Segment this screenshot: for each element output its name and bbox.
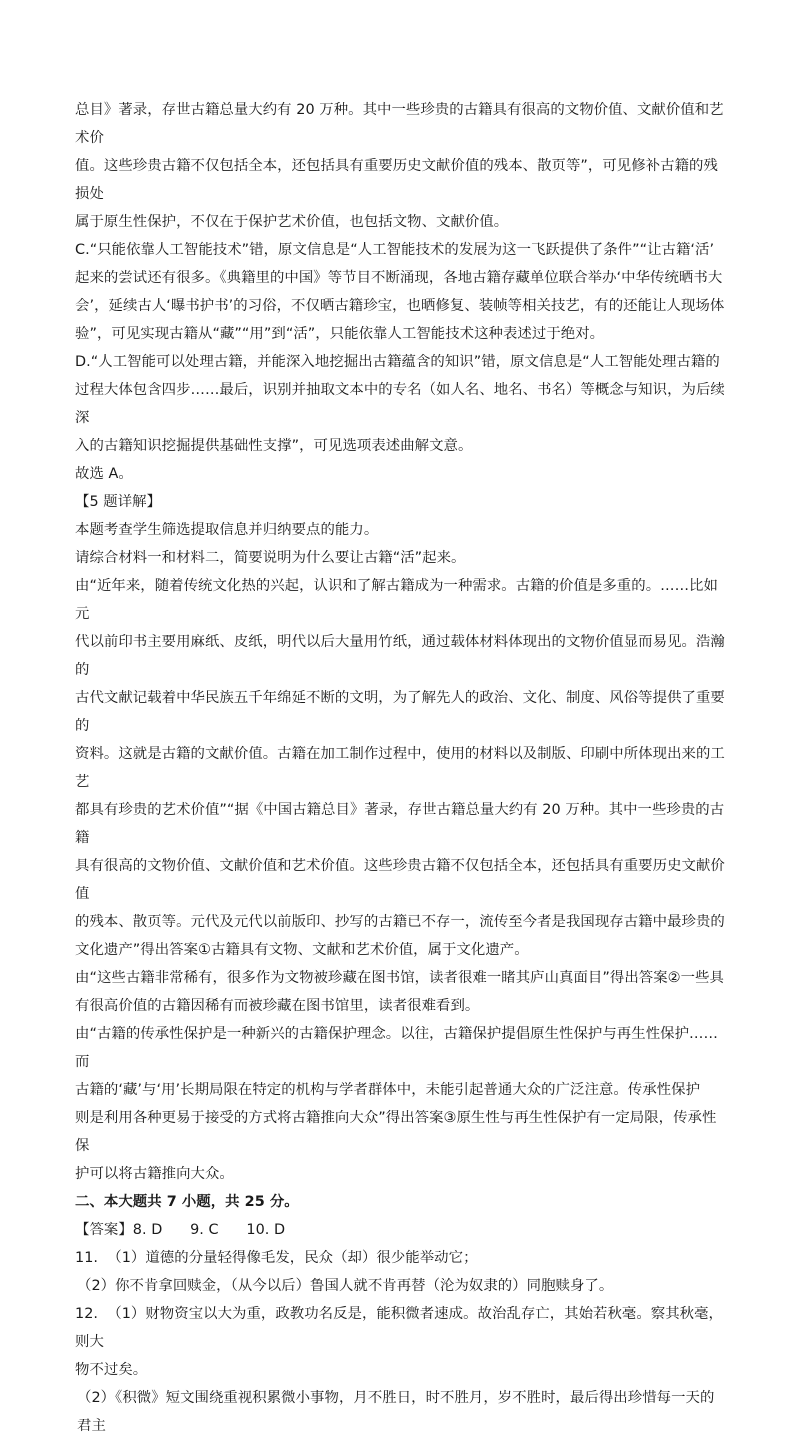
q11-line: 11. （1）道德的分量轻得像毛发，民众（却）很少能举动它； xyxy=(75,1250,478,1266)
q11-line: （2）你不肯拿回赎金，（从今以后）鲁国人就不肯再替（沦为奴隶的）同胞赎身了。 xyxy=(77,1278,614,1294)
text-line: 过程大体包含四步……最后，识别并抽取文本中的专名（如人名、地名、书名）等概念与知识，为后续深 xyxy=(75,382,725,426)
text-line: 护可以将古籍推向大众。 xyxy=(75,1166,234,1182)
text-line: 代以前印书主要用麻纸、皮纸，明代以后大量用竹纸，通过载体材料体现出的文物价值显而易见。浩瀚的 xyxy=(75,634,725,678)
text-line: 起来的尝试还有很多。《典籍里的中国》等节目不断涌现，各地古籍存藏单位联合举办‘中华传统晒书大 xyxy=(75,270,723,286)
q12-line: （2）《积微》短文围绕重视积累微小事物，月不胜日，时不胜月，岁不胜时，最后得出珍惜每一天的君主 xyxy=(77,1390,715,1434)
text-line: 文化遗产”得出答案①古籍具有文物、文献和艺术价值，属于文化遗产。 xyxy=(75,942,529,958)
text-line: 古籍的‘藏’与‘用’长期局限在特定的机构与学者群体中，未能引起普通大众的广泛注意。传承性保护 xyxy=(75,1082,701,1098)
text-line: 验”，可见实现古籍从“藏”“用”到“活”，只能依靠人工智能技术这种表述过于绝对。 xyxy=(75,326,605,342)
text-line: 本题考查学生筛选提取信息并归纳要点的能力。 xyxy=(75,522,379,538)
option-c-line: C.“只能依靠人工智能技术”错，原文信息是“人工智能技术的发展为这一飞跃提供了条件”“让古籍‘活’ xyxy=(75,242,715,258)
q12-line: 物不过矣。 xyxy=(75,1362,148,1378)
text-line: 由“古籍的传承性保护是一种新兴的古籍保护理念。以往，古籍保护提倡原生性保护与再生性保护……而 xyxy=(75,1026,718,1070)
section-heading-q5: 【5 题详解】 xyxy=(75,494,162,510)
section-heading-part2: 二、本大题共 7 小题，共 25 分。 xyxy=(75,1194,299,1210)
text-line: 值。这些珍贵古籍不仅包括全本，还包括具有重要历史文献价值的残本、散页等”，可见修补古籍的残损处 xyxy=(75,158,718,202)
text-line: 古代文献记载着中华民族五千年绵延不断的文明，为了解先人的政治、文化、制度、风俗等提供了重要的 xyxy=(75,690,725,734)
text-line: 请综合材料一和材料二，简要说明为什么要让古籍“活”起来。 xyxy=(75,550,466,566)
text-line: 属于原生性保护，不仅在于保护艺术价值，也包括文物、文献价值。 xyxy=(75,214,509,230)
text-line: 总目》著录，存世古籍总量大约有 20 万种。其中一些珍贵的古籍具有很高的文物价值、文献价值和艺术价 xyxy=(75,102,724,146)
text-line: 由“这些古籍非常稀有，很多作为文物被珍藏在图书馆，读者很难一睹其庐山真面目”得出答案②一些具 xyxy=(75,970,724,986)
text-line: 都具有珍贵的艺术价值”“据《中国古籍总目》著录，存世古籍总量大约有 20 万种。其中一些珍贵的古籍 xyxy=(75,802,725,846)
q12-line: 12. （1）财物资宝以大为重，政教功名反是，能积微者速成。故治乱存亡，其始若秋毫。察其秋毫，则大 xyxy=(75,1306,723,1350)
answer-key-line: 【答案】8. D 9. C 10. D xyxy=(75,1222,286,1238)
document-body xyxy=(75,96,725,1440)
text-line: 资料。这就是古籍的文献价值。古籍在加工制作过程中，使用的材料以及制版、印刷中所体现出来的工艺 xyxy=(75,746,725,790)
text-line: 则是利用各种更易于接受的方式将古籍推向大众”得出答案③原生性与再生性保护有一定局限，传承性保 xyxy=(75,1110,717,1154)
text-line: 由“近年来，随着传统文化热的兴起，认识和了解古籍成为一种需求。古籍的价值是多重的。……比如元 xyxy=(75,578,718,622)
answer-choice-line: 故选 A。 xyxy=(75,466,133,482)
text-line: 的残本、散页等。元代及元代以前版印、抄写的古籍已不存一，流传至今者是我国现存古籍中最珍贵的 xyxy=(75,914,725,930)
text-line: 会’，延续古人‘曝书护书’的习俗，不仅晒古籍珍宝，也晒修复、装帧等相关技艺，有的还能让人现场体 xyxy=(75,298,725,314)
text-line: 有很高价值的古籍因稀有而被珍藏在图书馆里，读者很难看到。 xyxy=(75,998,480,1014)
text-line: 入的古籍知识挖掘提供基础性支撑”，可见选项表述曲解文意。 xyxy=(75,438,473,454)
text-line: 具有很高的文物价值、文献价值和艺术价值。这些珍贵古籍不仅包括全本，还包括具有重要历史文献价值 xyxy=(75,858,725,902)
option-d-line: D.“人工智能可以处理古籍，并能深入地挖掘出古籍蕴含的知识”错，原文信息是“人工智能处理古籍的 xyxy=(75,354,720,370)
